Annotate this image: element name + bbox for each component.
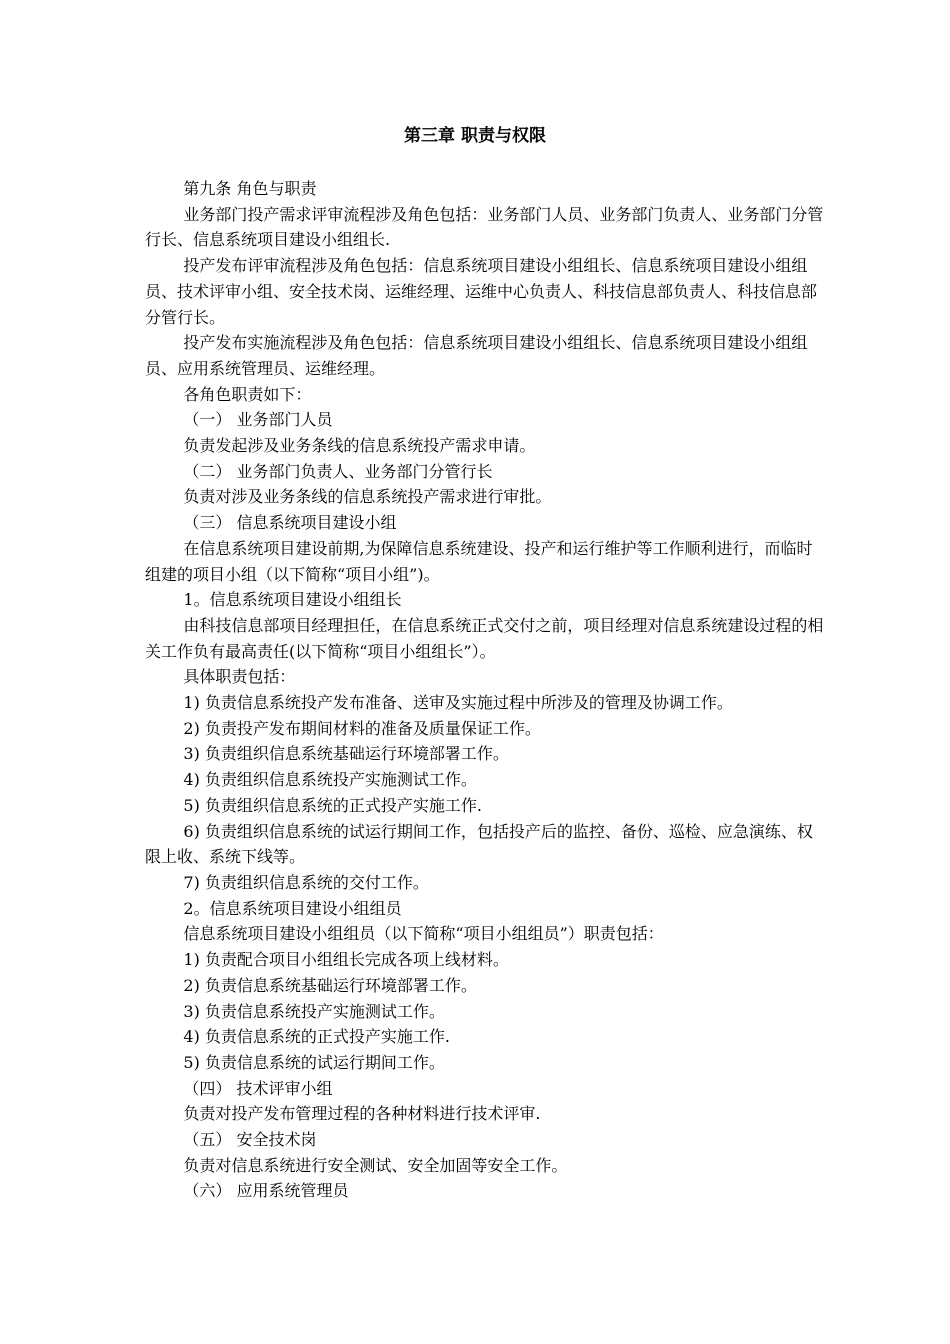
list-item: 1) 负责配合项目小组组长完成各项上线材料。 [183,950,509,970]
section-heading: （二） 业务部门负责人、业务部门分管行长 [183,461,493,481]
paragraph: 负责对投产发布管理过程的各种材料进行技术评审. [183,1104,541,1124]
paragraph: 负责对涉及业务条线的信息系统投产需求进行审批。 [183,487,552,507]
list-item: 3) 负责信息系统投产实施测试工作。 [183,1001,445,1021]
chapter-title: 第三章 职责与权限 [404,126,546,146]
paragraph: 具体职责包括： [183,667,296,687]
list-item: 2) 负责信息系统基础运行环境部署工作。 [183,975,477,995]
list-item: 1) 负责信息系统投产发布准备、送审及实施过程中所涉及的管理及协调工作。 [183,693,733,713]
section-heading: （一） 业务部门人员 [183,410,333,430]
list-item: 2) 负责投产发布期间材料的准备及质量保证工作。 [183,718,541,738]
list-item: 5) 负责组织信息系统的正式投产实施工作. [183,795,482,815]
paragraph: 信息系统项目建设小组组员（以下简称“项目小组组员”）职责包括： [183,924,664,944]
paragraph: 在信息系统项目建设前期,为保障信息系统建设、投产和运行维护等工作顺利进行，而临时组建的项目小组（以下简称“项目小组”)。 [145,538,813,584]
paragraph: 投产发布评审流程涉及角色包括：信息系统项目建设小组组长、信息系统项目建设小组组员、技术评审小组、安全技术岗、运维经理、运维中心负责人、科技信息部负责人、科技信息部分管行长。 [145,256,818,327]
list-item: 7) 负责组织信息系统的交付工作。 [183,872,429,892]
paragraph: 负责发起涉及业务条线的信息系统投产需求申请。 [183,436,536,456]
subsection-heading: 2。信息系统项目建设小组组员 [183,898,402,918]
paragraph: 第九条 角色与职责 [183,179,317,198]
list-item: 4) 负责组织信息系统投产实施测试工作。 [183,770,477,790]
paragraph: 投产发布实施流程涉及角色包括：信息系统项目建设小组组长、信息系统项目建设小组组员、应用系统管理员、运维经理。 [145,333,808,378]
paragraph: 负责对信息系统进行安全测试、安全加固等安全工作。 [183,1155,568,1175]
section-heading: （四） 技术评审小组 [183,1078,333,1098]
list-item: 3) 负责组织信息系统基础运行环境部署工作。 [183,744,509,764]
list-item: 5) 负责信息系统的试运行期间工作。 [183,1052,445,1072]
paragraph: 由科技信息部项目经理担任，在信息系统正式交付之前，项目经理对信息系统建设过程的相关工作负有最高责任(以下简称“项目小组组长”）。 [145,615,824,661]
paragraph: 各角色职责如下： [183,384,312,404]
section-heading: （五） 安全技术岗 [183,1130,317,1150]
list-item: 4) 负责信息系统的正式投产实施工作. [183,1027,450,1047]
section-heading: （六） 应用系统管理员 [183,1181,349,1201]
list-item: 6) 负责组织信息系统的试运行期间工作，包括投产后的监控、备份、巡检、应急演练、权限上收、系统下线等。 [145,821,813,867]
section-heading: （三） 信息系统项目建设小组 [183,513,397,533]
document-body [145,176,825,1204]
paragraph: 业务部门投产需求评审流程涉及角色包括：业务部门人员、业务部门负责人、业务部门分管行长、信息系统项目建设小组组长. [145,204,824,250]
subsection-heading: 1。信息系统项目建设小组组长 [183,590,402,610]
